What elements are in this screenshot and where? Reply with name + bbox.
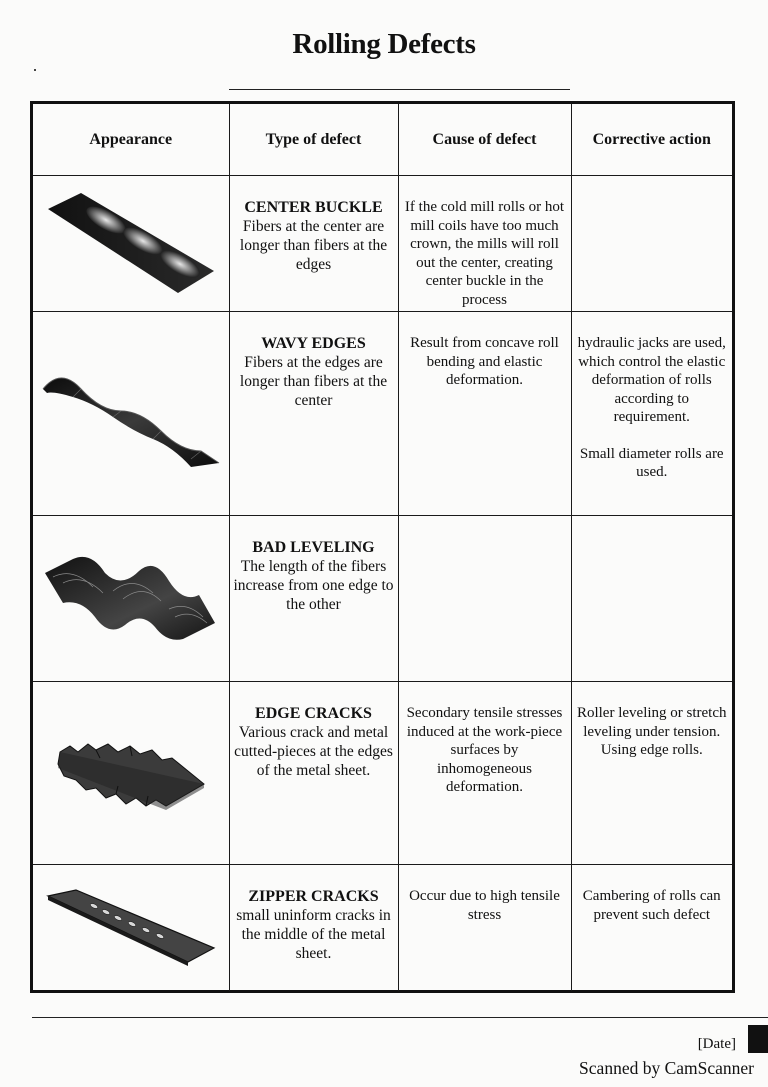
cause-cell [398,865,571,991]
defect-name: BAD LEVELING [252,539,375,556]
header-cause-of-defect: Cause of defect [398,104,571,176]
defects-table [33,104,732,991]
cause-text: If the cold mill rolls or hot mill coils have too much crown, the mills will roll out the center, creating center buckle in the process [404,199,565,308]
table-header-row [33,104,732,176]
appearance-cell [33,176,229,312]
action-text: Cambering of rolls can prevent such defect [582,888,721,923]
defect-type-cell [229,516,398,682]
appearance-cell [33,312,229,516]
defect-description: Fibers at the edges are longer than fibers at the center [239,354,388,409]
cause-text: Result from concave roll bending and elastic deformation. [410,335,559,388]
table-row [33,516,732,682]
cause-cell [398,312,571,516]
cause-cell [398,176,571,312]
defect-description: Fibers at the center are longer than fibers at the edges [239,218,388,273]
edge-cracks-sheet-icon [56,736,206,811]
cause-text: Secondary tensile stresses induced at the work-piece surfaces by inhomogeneous deformation. [406,705,563,795]
cause-cell [398,516,571,682]
defect-description: small uninform cracks in the middle of the metal sheet. [236,907,391,962]
defect-name: EDGE CRACKS [255,705,372,722]
cause-text: Occur due to high tensile stress [409,888,560,923]
defect-description: The length of the fibers increase from one edge to the other [233,558,394,613]
action-text [572,516,733,538]
appearance-cell [33,682,229,865]
footer-rule [32,1017,768,1018]
title-underline [229,89,570,90]
action-cell [571,865,732,991]
appearance-cell [33,865,229,991]
action-text: Roller leveling or stretch leveling under tension. Using edge rolls. [576,705,727,758]
bad-leveling-sheet-icon [43,551,218,646]
scanner-watermark: Scanned by CamScanner [579,1058,754,1078]
footer-date: [Date] [697,1036,736,1052]
page-title: Rolling Defects [292,28,476,60]
action-text: hydraulic jacks are used, which control the elastic deformation of rolls according to requirement. [577,335,726,425]
defect-type-cell [229,312,398,516]
header-type-of-defect: Type of defect [229,104,398,176]
corner-mark [748,1025,768,1053]
defect-description: Various crack and metal cutted-pieces at the edges of the metal sheet. [234,724,393,779]
scan-speck [34,69,36,71]
defect-type-cell [229,865,398,991]
action-cell [571,682,732,865]
header-appearance: Appearance [33,104,229,176]
table-row [33,865,732,991]
table-row [33,682,732,865]
wavy-edges-sheet-icon [41,359,221,469]
table-row [33,176,732,312]
action-text-2: Small diameter rolls are used. [579,445,724,480]
cause-text [399,516,571,538]
center-buckle-sheet-icon [46,189,216,299]
action-cell [571,176,732,312]
defect-name: ZIPPER CRACKS [248,888,379,905]
defect-type-cell [229,176,398,312]
header-corrective-action: Corrective action [571,104,732,176]
defect-name: WAVY EDGES [261,335,366,352]
action-cell [571,516,732,682]
cause-cell [398,682,571,865]
defect-name: CENTER BUCKLE [244,199,383,216]
zipper-cracks-sheet-icon [46,888,216,968]
appearance-cell [33,516,229,682]
action-text [572,176,733,198]
defect-type-cell [229,682,398,865]
table-row [33,312,732,516]
action-cell [571,312,732,516]
